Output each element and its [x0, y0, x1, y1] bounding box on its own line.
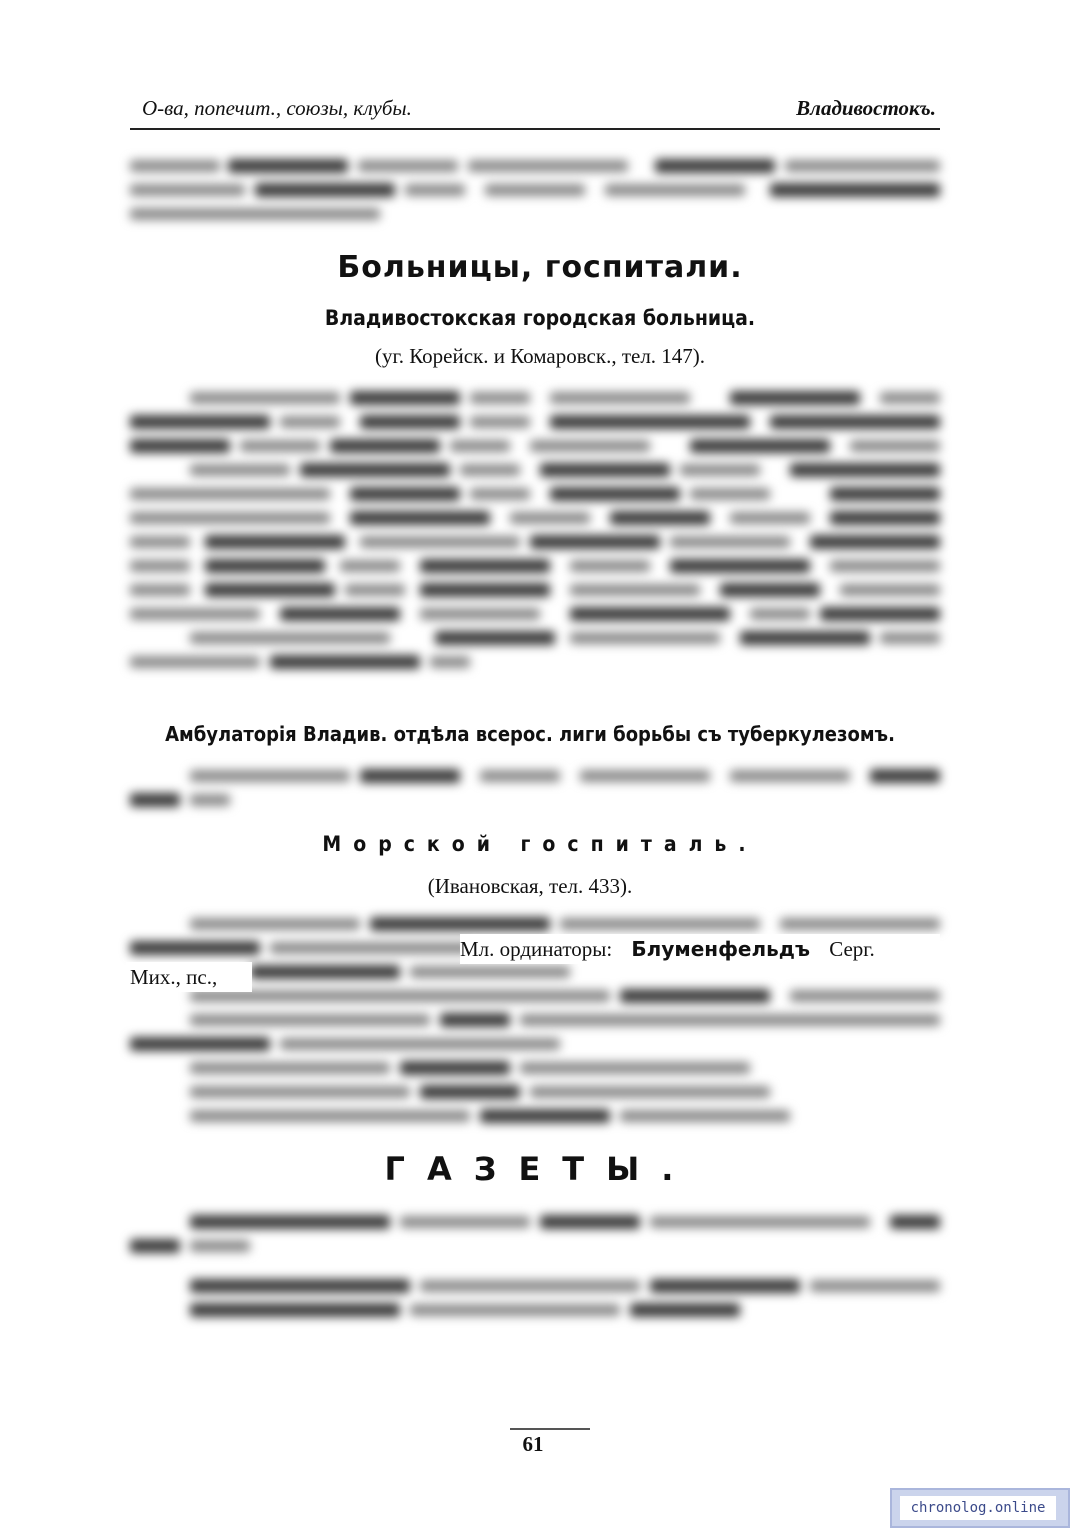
running-head-left: О-ва, попечит., союзы, клубы. [142, 96, 412, 120]
staff-role: Мл. ординаторы: [460, 937, 613, 961]
city-hospital-address: (уг. Корейск. и Комаровск., тел. 147). [374, 344, 706, 368]
naval-hospital-title: Морской госпиталь. [322, 832, 758, 856]
naval-staff-legible-line-2: Мих., пс., [126, 962, 252, 992]
city-hospital-title: Владивостокская городская больница. [324, 306, 756, 330]
watermark-text[interactable]: chronolog.online [900, 1496, 1056, 1520]
naval-hospital-address: (Ивановская, тел. 433). [427, 874, 633, 898]
running-head [130, 92, 940, 130]
blurred-paragraph [130, 764, 940, 812]
watermark-badge[interactable] [890, 1488, 1070, 1528]
staff-initials: Серг. [829, 937, 875, 961]
blurred-paragraph [130, 1210, 940, 1322]
section-title-hospitals: Больницы, госпитали. [337, 250, 743, 285]
staff-name: Блуменфельдъ [631, 937, 810, 961]
naval-staff-legible-line [460, 934, 940, 964]
blurred-paragraph [130, 154, 940, 226]
blurred-paragraph [130, 386, 940, 674]
page-number-rule [510, 1428, 590, 1430]
tb-clinic-title: Амбулаторія Владив. отдѣла всерос. лиги борьбы съ туберкулезомъ. [165, 722, 895, 746]
running-head-right: Владивостокъ. [796, 96, 936, 120]
section-title-newspapers: ГАЗЕТЫ. [384, 1150, 696, 1188]
page-number: 61 [522, 1432, 544, 1456]
